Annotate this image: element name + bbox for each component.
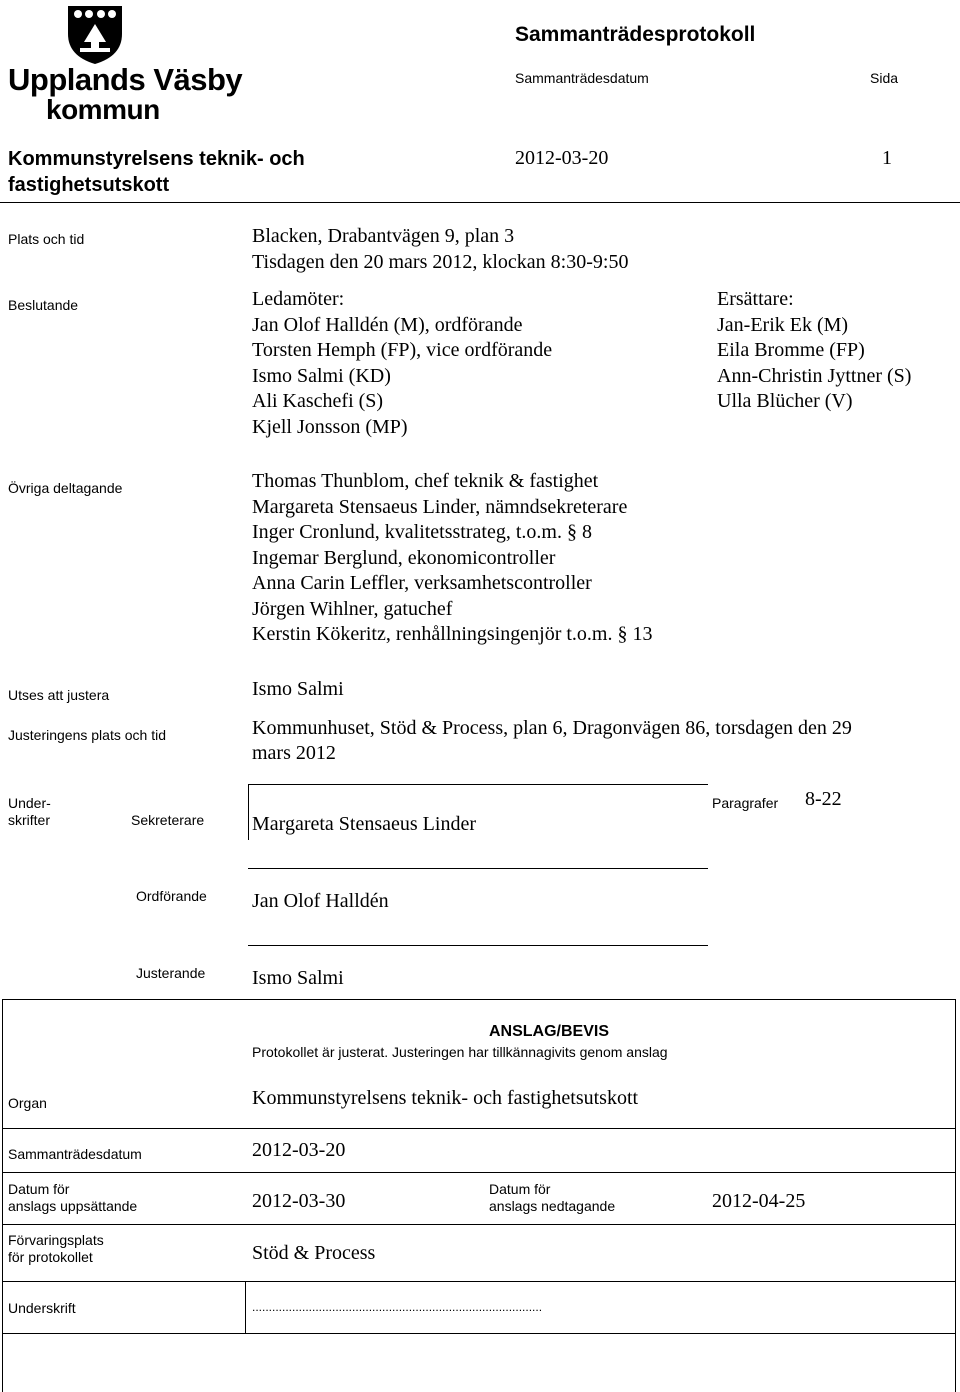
posted-value: 2012-03-30 [252, 1190, 346, 1212]
substitute-item: Ulla Blücher (V) [717, 390, 853, 412]
signatures-label [8, 795, 51, 829]
storage-label-line2: för protokollet [8, 1249, 93, 1265]
participant-item: Thomas Thunblom, chef teknik & fastighet [252, 470, 599, 492]
notice-divider-3 [2, 1224, 956, 1225]
substitute-item: Jan-Erik Ek (M) [717, 313, 849, 336]
page-number: 1 [882, 147, 892, 169]
adjust-place-line2: mars 2012 [252, 742, 336, 759]
place-time-label: Plats och tid [8, 231, 85, 247]
signature-line-secretary [248, 784, 708, 785]
place-time-value [252, 224, 628, 275]
notice-date-label: Sammanträdesdatum [8, 1146, 142, 1162]
adjuster-sign-name: Ismo Salmi [252, 967, 344, 989]
organ-label: Organ [8, 1095, 47, 1111]
committee-name-line2: fastighetsutskott [8, 174, 170, 196]
notice-divider-2 [2, 1172, 956, 1173]
adjust-place-line2-clip [252, 742, 452, 759]
page-label: Sida [870, 70, 899, 86]
signature-dots: ....................................................................................... [252, 1300, 543, 1314]
others-label: Övriga deltagande [8, 480, 123, 496]
chair-label: Ordförande [136, 888, 207, 904]
paragraphs-label: Paragrafer [712, 795, 779, 811]
meeting-date-label: Sammanträdesdatum [515, 70, 649, 86]
logo-text-line1: Upplands Väsby [8, 62, 243, 97]
removed-label [489, 1181, 615, 1215]
notice-title: ANSLAG/BEVIS [489, 1023, 610, 1040]
signatures-label-line1: Under- [8, 795, 51, 811]
posted-label-line1: Datum för [8, 1181, 70, 1197]
place-line: Blacken, Drabantvägen 9, plan 3 [252, 225, 515, 247]
storage-value: Stöd & Process [252, 1242, 376, 1264]
participant-item: Anna Carin Leffler, verksamhetscontroller [252, 572, 592, 594]
secretary-name: Margareta Stensaeus Linder [252, 813, 476, 835]
removed-label-line2: anslags nedtagande [489, 1198, 616, 1214]
paragraphs-value: 8-22 [805, 788, 842, 810]
notice-divider-5 [2, 1333, 956, 1334]
member-item: Torsten Hemph (FP), vice ordförande [252, 339, 553, 361]
chair-name: Jan Olof Halldén [252, 890, 389, 912]
committee-name [8, 146, 305, 198]
adjuster-value: Ismo Salmi [252, 678, 344, 700]
removed-label-line1: Datum för [489, 1181, 551, 1197]
storage-label [8, 1232, 104, 1266]
committee-name-line1: Kommunstyrelsens teknik- och [8, 148, 305, 170]
posted-label-line2: anslags uppsättande [8, 1198, 138, 1214]
adjuster-sign-label: Justerande [136, 965, 206, 981]
coat-of-arms-icon [66, 4, 124, 66]
participant-item: Inger Cronlund, kvalitetsstrateg, t.o.m. § 8 [252, 521, 592, 543]
notice-subtitle: Protokollet är justerat. Justeringen har tillkännagivits genom anslag [252, 1044, 668, 1060]
logo-text-line2: kommun [46, 94, 160, 125]
member-item: Kjell Jonsson (MP) [252, 415, 408, 438]
notice-date-value: 2012-03-20 [252, 1139, 346, 1161]
member-item: Ismo Salmi (KD) [252, 364, 391, 387]
removed-value: 2012-04-25 [712, 1190, 806, 1212]
time-line: Tisdagen den 20 mars 2012, klockan 8:30-9:50 [252, 250, 629, 273]
substitutes-heading: Ersättare: [717, 288, 794, 310]
signature-label: Underskrift [8, 1300, 76, 1316]
member-item: Jan Olof Halldén (M), ordförande [252, 313, 523, 336]
substitute-item: Ann-Christin Jyttner (S) [717, 364, 912, 387]
participant-item: Jörgen Wihlner, gatuchef [252, 597, 453, 620]
adjust-place-line1: Kommunhuset, Stöd & Process, plan 6, Dragonvägen 86, torsdagen den 29 [252, 717, 852, 739]
meeting-date: 2012-03-20 [515, 147, 609, 169]
substitute-item: Eila Bromme (FP) [717, 339, 865, 361]
others-list [252, 469, 652, 648]
adjust-place-label: Justeringens plats och tid [8, 727, 166, 743]
members-list [252, 287, 552, 440]
signatures-label-line2: skrifter [8, 812, 50, 828]
storage-label-line1: Förvaringsplats [8, 1232, 104, 1248]
member-item: Ali Kaschefi (S) [252, 390, 384, 412]
organ-value: Kommunstyrelsens teknik- och fastighetsutskott [252, 1087, 639, 1109]
signature-column-divider [245, 1282, 246, 1333]
notice-divider-1 [2, 1128, 956, 1129]
participant-item: Ingemar Berglund, ekonomicontroller [252, 546, 556, 569]
members-heading: Ledamöter: [252, 288, 345, 310]
signature-line-chair [248, 868, 708, 869]
notice-divider-4 [2, 1281, 956, 1282]
posted-label [8, 1181, 137, 1215]
participant-item: Margareta Stensaeus Linder, nämndsekreterare [252, 495, 628, 518]
header-divider [0, 202, 960, 203]
substitutes-list [717, 287, 911, 415]
signature-divider [248, 784, 249, 840]
adjuster-label: Utses att justera [8, 687, 110, 703]
secretary-label: Sekreterare [131, 812, 205, 828]
signature-line-adjuster [248, 945, 708, 946]
deciding-label: Beslutande [8, 297, 79, 313]
participant-item: Kerstin Kökeritz, renhållningsingenjör t.o.m. § 13 [252, 623, 653, 645]
doc-title: Sammanträdesprotokoll [515, 23, 756, 46]
